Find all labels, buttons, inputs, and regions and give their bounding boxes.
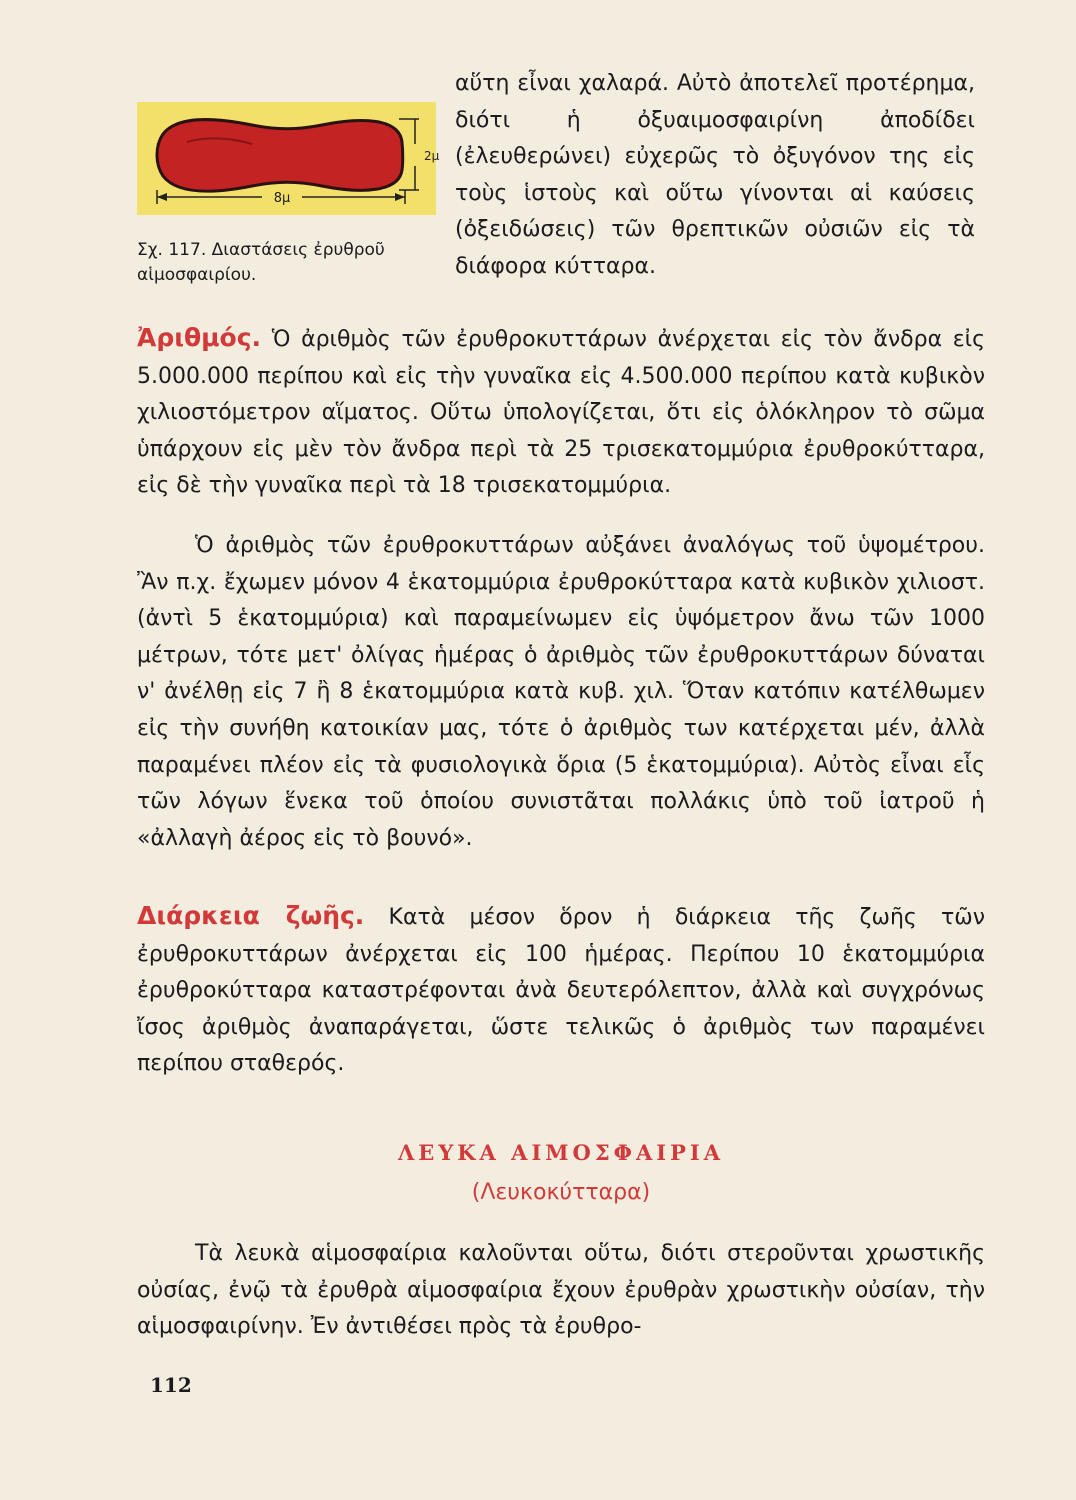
cell-shape: [157, 120, 403, 192]
page-number: 112: [150, 1373, 192, 1397]
thickness-label: 2μ: [424, 149, 440, 163]
white-cells-paragraph: Τὰ λευκὰ αἱμοσφαίρια καλοῦνται οὕτω, διότι στεροῦνται χρωστικῆς οὐσίας, ἐνῷ τὰ ἐρυθρὰ αἱμοσφαίρια ἔχουν ἐρυθρὰν χρωστικὴν οὐσίαν, τὴν αἱμοσφαιρίνην. Ἐν ἀντιθέσει πρὸς τὰ ἐρυθρο-: [137, 1241, 985, 1340]
white-cells-subtitle: (Λευκοκύτταρα): [471, 1180, 651, 1205]
red-blood-cell-diagram: [137, 102, 440, 215]
number-paragraph-1-text: Ὁ ἀριθμὸς τῶν ἐρυθροκυττάρων ἀνέρχεται εἰς τὸν ἄνδρα εἰς 5.000.000 περίπου καὶ εἰς τὴν γυναῖκα εἰς 4.500.000 περίπου κατὰ κυβικὸν χιλιοστόμετρον αἵματος. Οὕτω ὑπολογίζεται, ὅτι εἰς ὁλόκληρον τὸ σῶμα ὑπάρχουν εἰς μὲν τὸν ἄνδρα περὶ τὰ 25 τρισεκατομμύρια ἐρυθροκύτταρα, εἰς δὲ τὴν γυναῖκα περὶ τὰ 18 τρισεκατομμύρια.: [137, 327, 985, 499]
number-paragraph-2: Ὁ ἀριθμὸς τῶν ἐρυθροκυττάρων αὐξάνει ἀναλόγως τοῦ ὑψομέτρου. Ἂν π.χ. ἔχωμεν μόνον 4 ἑκατομμύρια ἐρυθροκύτταρα κατὰ κυβικὸν χιλιοστ. (ἀντὶ 5 ἑκατομμύρια) καὶ παραμείνωμεν εἰς ὑψόμετρον ἄνω τῶν 1000 μέτρων, τότε μετ' ὀλίγας ἡμέρας ὁ ἀριθμὸς τῶν ἐρυθροκυττάρων δύναται ν' ἀνέλθῃ εἰς 7 ἢ 8 ἑκατομμύρια κατὰ κυβ. χιλ. Ὅταν κατόπιν κατέλθωμεν εἰς τὴν συνήθη κατοικίαν μας, τότε ὁ ἀριθμὸς των κατέρχεται μέν, ἀλλὰ παραμένει πλέον εἰς τὰ φυσιολογικὰ ὅρια (5 ἑκατομμύρια). Αὐτὸς εἶναι εἷς τῶν λόγων ἕνεκα τοῦ ὁποίου συνιστᾶται πολλάκις ὑπὸ τοῦ ἰατροῦ ἡ «ἀλλαγὴ ἀέρος εἰς τὸ βουνό».: [137, 533, 985, 851]
figure-caption: Σχ. 117. Διαστάσεις ἐρυθροῦ αἱμοσφαιρίου.: [137, 240, 385, 285]
white-cells-title: ΛΕΥΚΑ ΑΙΜΟΣΦΑΙΡΙΑ: [398, 1140, 724, 1165]
lifespan-heading: Διάρκεια ζωῆς.: [137, 901, 365, 930]
lifespan-paragraph-text: Κατὰ μέσον ὅρον ἡ διάρκεια τῆς ζωῆς τῶν ἐρυθροκυττάρων ἀνέρχεται εἰς 100 ἡμέρας. Περίπου 10 ἑκατομμύρια ἐρυθροκύτταρα καταστρέφονται ἀνὰ δευτερόλεπτον, ἀλλὰ καὶ συγχρόνως ἴσος ἀριθμὸς ἀναπαράγεται, ὥστε τελικῶς ὁ ἀριθμὸς των παραμένει περίπου σταθερός.: [137, 905, 985, 1077]
intro-paragraph: αὕτη εἶναι χαλαρά. Αὐτὸ ἀποτελεῖ προτέρημα, διότι ἡ ὀξυαιμοσφαιρίνη ἀποδίδει (ἐλευθερώνει) εὐχερῶς τὸ ὀξυγόνον της εἰς τοὺς ἱστοὺς καὶ οὕτω γίνονται αἱ καύσεις (ὀξειδώσεις) τῶν θρεπτικῶν οὐσιῶν εἰς τὰ διάφορα κύτταρα.: [455, 71, 975, 279]
width-arrow-right: [395, 193, 405, 201]
number-heading: Ἀριθμός.: [137, 323, 262, 352]
width-arrow-left: [157, 193, 167, 201]
red-blood-cell-figure: [137, 102, 440, 215]
width-label: 8μ: [273, 191, 291, 206]
lifespan-paragraph: [137, 898, 985, 1083]
number-paragraph-1: [137, 320, 985, 505]
